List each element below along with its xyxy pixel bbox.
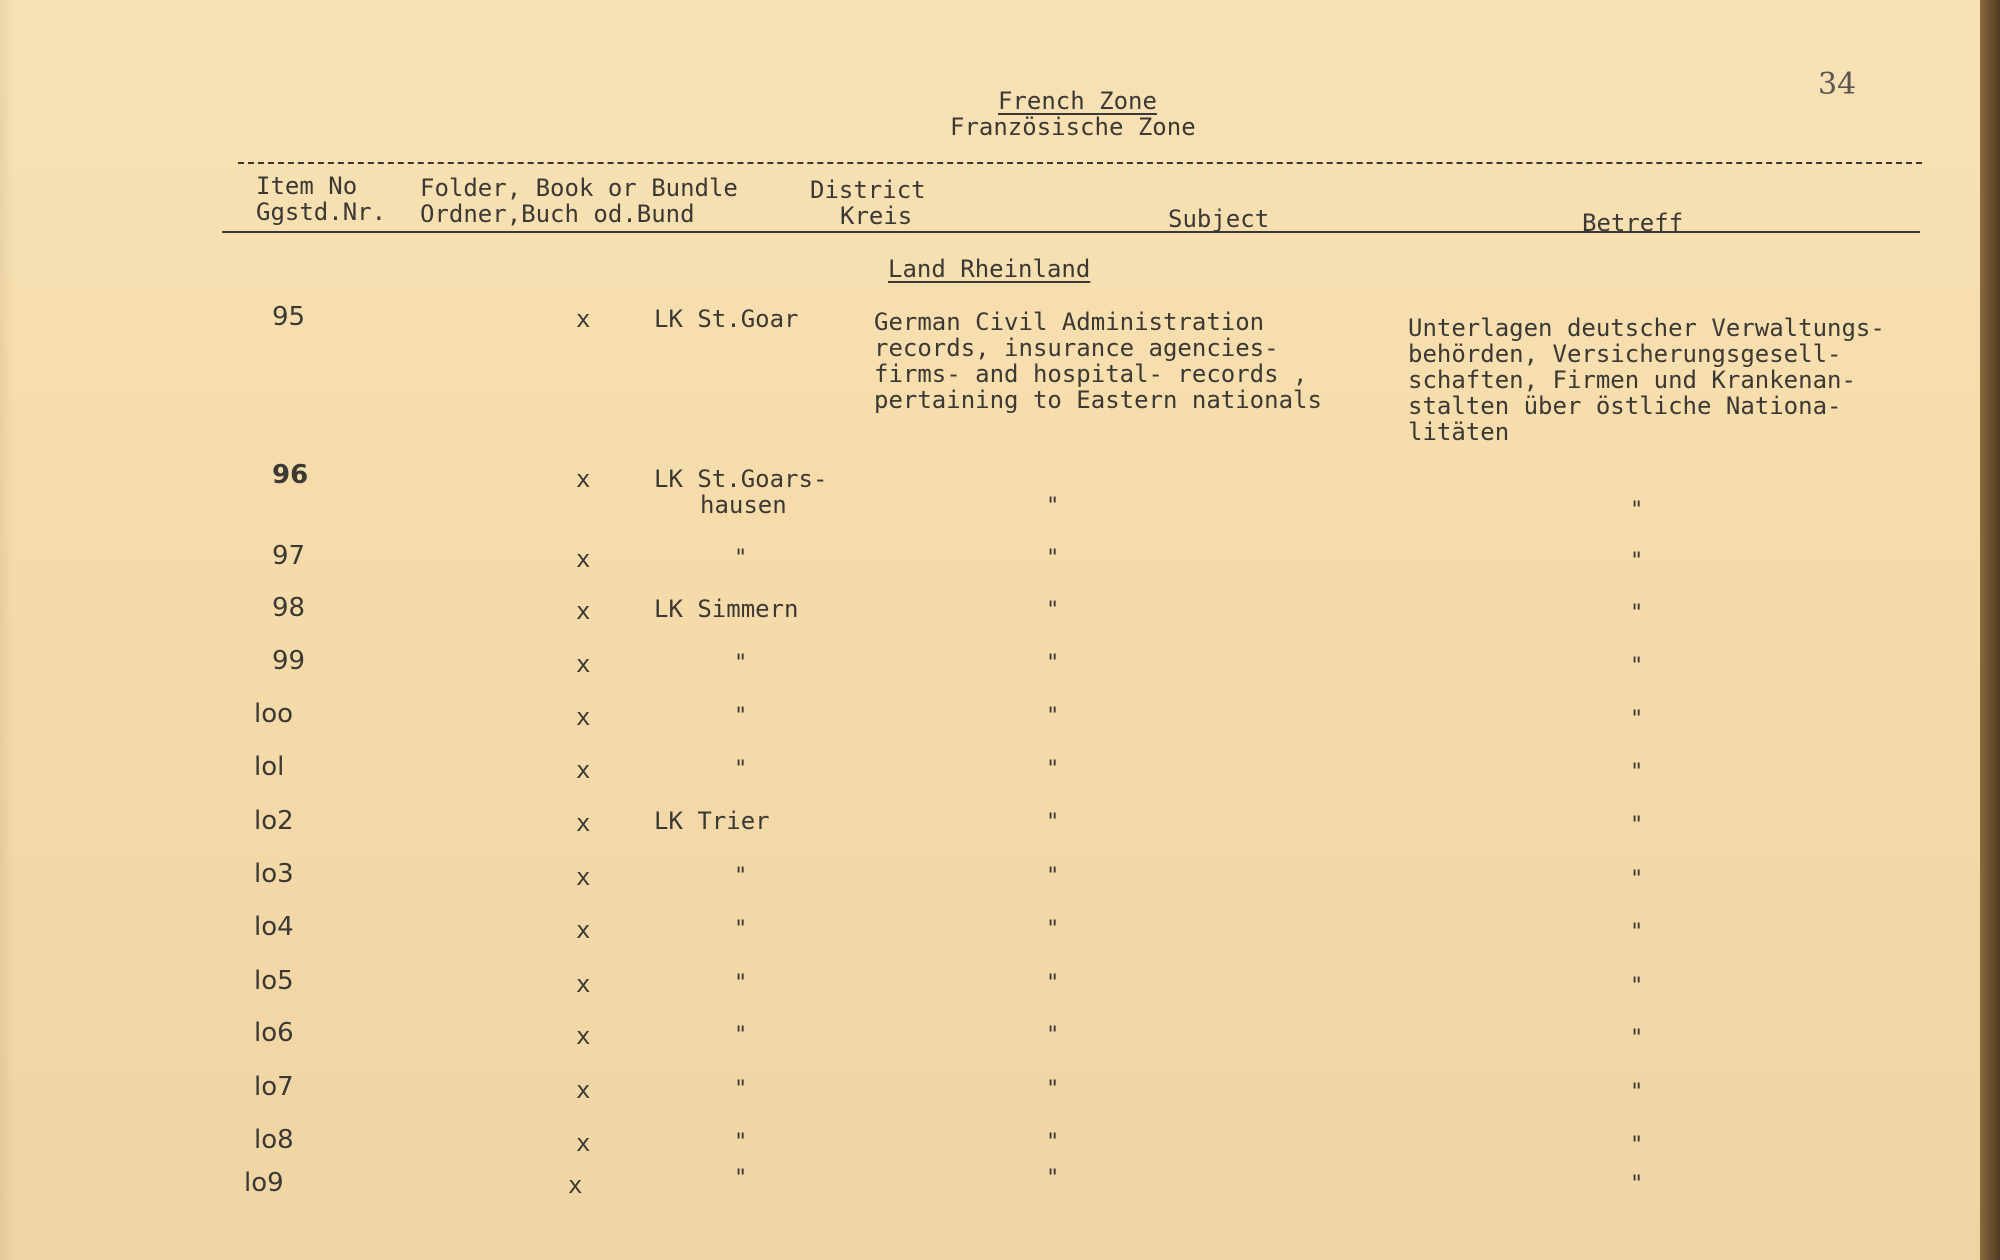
item-number: lo6 [254, 1018, 294, 1048]
folder-mark: x [576, 597, 591, 625]
folder-mark: x [576, 465, 591, 493]
betreff-line: Unterlagen deutscher Verwaltungs- [1408, 314, 1885, 342]
page-title: French Zone [998, 87, 1157, 115]
header-item-no-en: Item No [256, 172, 358, 200]
subject-line: firms- and hospital- records , [874, 360, 1308, 388]
folder-mark: x [576, 1129, 591, 1157]
item-number: 99 [272, 646, 306, 676]
district-cell: LK Trier [654, 807, 770, 835]
header-folder-de: Ordner,Buch od.Bund [420, 200, 695, 228]
item-number: loo [254, 699, 294, 729]
ditto-mark: " [734, 1166, 748, 1191]
ditto-mark: " [1630, 654, 1644, 679]
ditto-mark: " [1046, 651, 1060, 676]
ditto-mark: " [1046, 1166, 1060, 1191]
betreff-line: behörden, Versicherungsgesell- [1408, 340, 1842, 368]
header-betreff: Betreff [1582, 209, 1684, 237]
ditto-mark: " [1630, 1080, 1644, 1105]
header-folder-en: Folder, Book or Bundle [420, 174, 738, 202]
item-number: lo7 [254, 1072, 294, 1102]
ditto-mark: " [734, 704, 748, 729]
ditto-mark: " [734, 1130, 748, 1155]
ditto-mark: " [1630, 1026, 1644, 1051]
item-number: lo9 [244, 1168, 284, 1198]
ditto-mark: " [1046, 971, 1060, 996]
ditto-mark: " [734, 651, 748, 676]
district-cell: LK St.Goar [654, 305, 799, 333]
item-number: 95 [272, 302, 306, 332]
ditto-mark: " [734, 757, 748, 782]
item-number: lo4 [254, 912, 294, 942]
ditto-mark: " [1046, 704, 1060, 729]
ditto-mark: " [1630, 707, 1644, 732]
header-district-de: Kreis [840, 202, 913, 230]
district-cell: LK St.Goars- [654, 465, 828, 493]
page-edge [1980, 0, 2000, 1260]
ditto-mark: " [734, 1023, 748, 1048]
header-bottom-rule [222, 231, 1920, 233]
ditto-mark: " [734, 917, 748, 942]
header-top-rule [238, 162, 1922, 164]
betreff-line: litäten [1408, 418, 1510, 446]
ditto-mark: " [1630, 920, 1644, 945]
ditto-mark: " [1630, 1172, 1644, 1197]
ditto-mark: " [1630, 760, 1644, 785]
section-heading: Land Rheinland [888, 255, 1091, 283]
ditto-mark: " [1630, 813, 1644, 838]
folder-mark: x [576, 545, 591, 573]
folder-mark: x [576, 916, 591, 944]
folder-mark: x [576, 305, 591, 333]
header-subject: Subject [1168, 205, 1270, 233]
district-cell-continued: hausen [700, 491, 787, 519]
item-number: 98 [272, 593, 306, 623]
folder-mark: x [576, 809, 591, 837]
folder-mark: x [576, 970, 591, 998]
betreff-line: schaften, Firmen und Krankenan- [1408, 366, 1856, 394]
item-number: 97 [272, 541, 306, 571]
district-cell: LK Simmern [654, 595, 799, 623]
ditto-mark: " [1046, 810, 1060, 835]
subject-line: German Civil Administration [874, 308, 1265, 336]
ditto-mark: " [1046, 1077, 1060, 1102]
ditto-mark: " [1630, 867, 1644, 892]
item-number: 96 [272, 460, 309, 490]
ditto-mark: " [734, 971, 748, 996]
ditto-mark: " [734, 864, 748, 889]
folder-mark: x [568, 1171, 583, 1199]
folder-mark: x [576, 650, 591, 678]
ditto-mark: " [1046, 494, 1060, 519]
betreff-text-block [1408, 315, 1885, 445]
ditto-mark: " [1046, 757, 1060, 782]
ditto-mark: " [1046, 864, 1060, 889]
folder-mark: x [576, 1022, 591, 1050]
folder-mark: x [576, 703, 591, 731]
ditto-mark: " [1046, 598, 1060, 623]
ditto-mark: " [1630, 1133, 1644, 1158]
folder-mark: x [576, 1076, 591, 1104]
item-number: lo2 [254, 806, 294, 836]
subject-text-block [874, 309, 1322, 413]
ditto-mark: " [1630, 498, 1644, 523]
subject-line: pertaining to Eastern nationals [874, 386, 1322, 414]
folder-mark: x [576, 863, 591, 891]
ditto-mark: " [1630, 601, 1644, 626]
header-item-no-de: Ggstd.Nr. [256, 198, 387, 226]
header-district-en: District [810, 176, 926, 204]
subject-line: records, insurance agencies- [874, 334, 1279, 362]
item-number: lo8 [254, 1125, 294, 1155]
ditto-mark: " [1046, 546, 1060, 571]
folder-mark: x [576, 756, 591, 784]
ditto-mark: " [1046, 1023, 1060, 1048]
page-number: 34 [1818, 67, 1857, 102]
ditto-mark: " [1046, 1130, 1060, 1155]
ditto-mark: " [734, 1077, 748, 1102]
ditto-mark: " [1630, 974, 1644, 999]
item-number: lo5 [254, 966, 294, 996]
ditto-mark: " [734, 546, 748, 571]
ditto-mark: " [1630, 549, 1644, 574]
item-number: lol [254, 752, 285, 782]
ditto-mark: " [1046, 917, 1060, 942]
betreff-line: stalten über östliche Nationa- [1408, 392, 1842, 420]
item-number: lo3 [254, 859, 294, 889]
page-subtitle: Französische Zone [950, 113, 1196, 141]
